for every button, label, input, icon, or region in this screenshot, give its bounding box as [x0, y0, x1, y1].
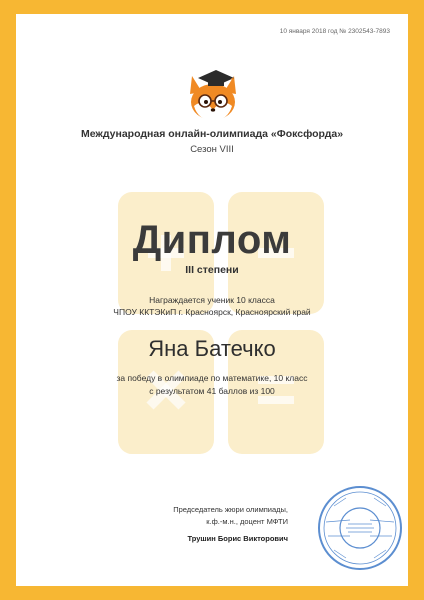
- fox-logo-icon: [184, 58, 242, 124]
- diploma-sheet: [16, 14, 408, 586]
- document-number: 10 января 2018 год № 2302543-7893: [279, 28, 390, 35]
- signer-name: Трушин Борис Викторович: [187, 534, 288, 543]
- signer-position-line-2: к.ф.-м.н., доцент МФТИ: [206, 517, 288, 526]
- diploma-degree: III степени: [185, 264, 239, 276]
- reason-line-1: за победу в олимпиаде по математике, 10 класс: [116, 373, 308, 383]
- recipient-name: Яна Батечко: [148, 336, 276, 361]
- awarded-line: Награждается ученик 10 класса: [149, 295, 275, 305]
- season-label: Сезон VIII: [190, 144, 234, 155]
- reason-line-2: с результатом 41 баллов из 100: [149, 386, 275, 396]
- signer-position-line-1: Председатель жюри олимпиады,: [173, 505, 288, 514]
- school-line: ЧПОУ ККТЭКиП г. Красноярск, Красноярский край: [113, 307, 311, 317]
- organizer-title: Международная онлайн-олимпиада «Фоксфорда»: [80, 128, 344, 140]
- official-seal-icon: [316, 484, 404, 572]
- diploma-title: Диплом: [132, 218, 292, 262]
